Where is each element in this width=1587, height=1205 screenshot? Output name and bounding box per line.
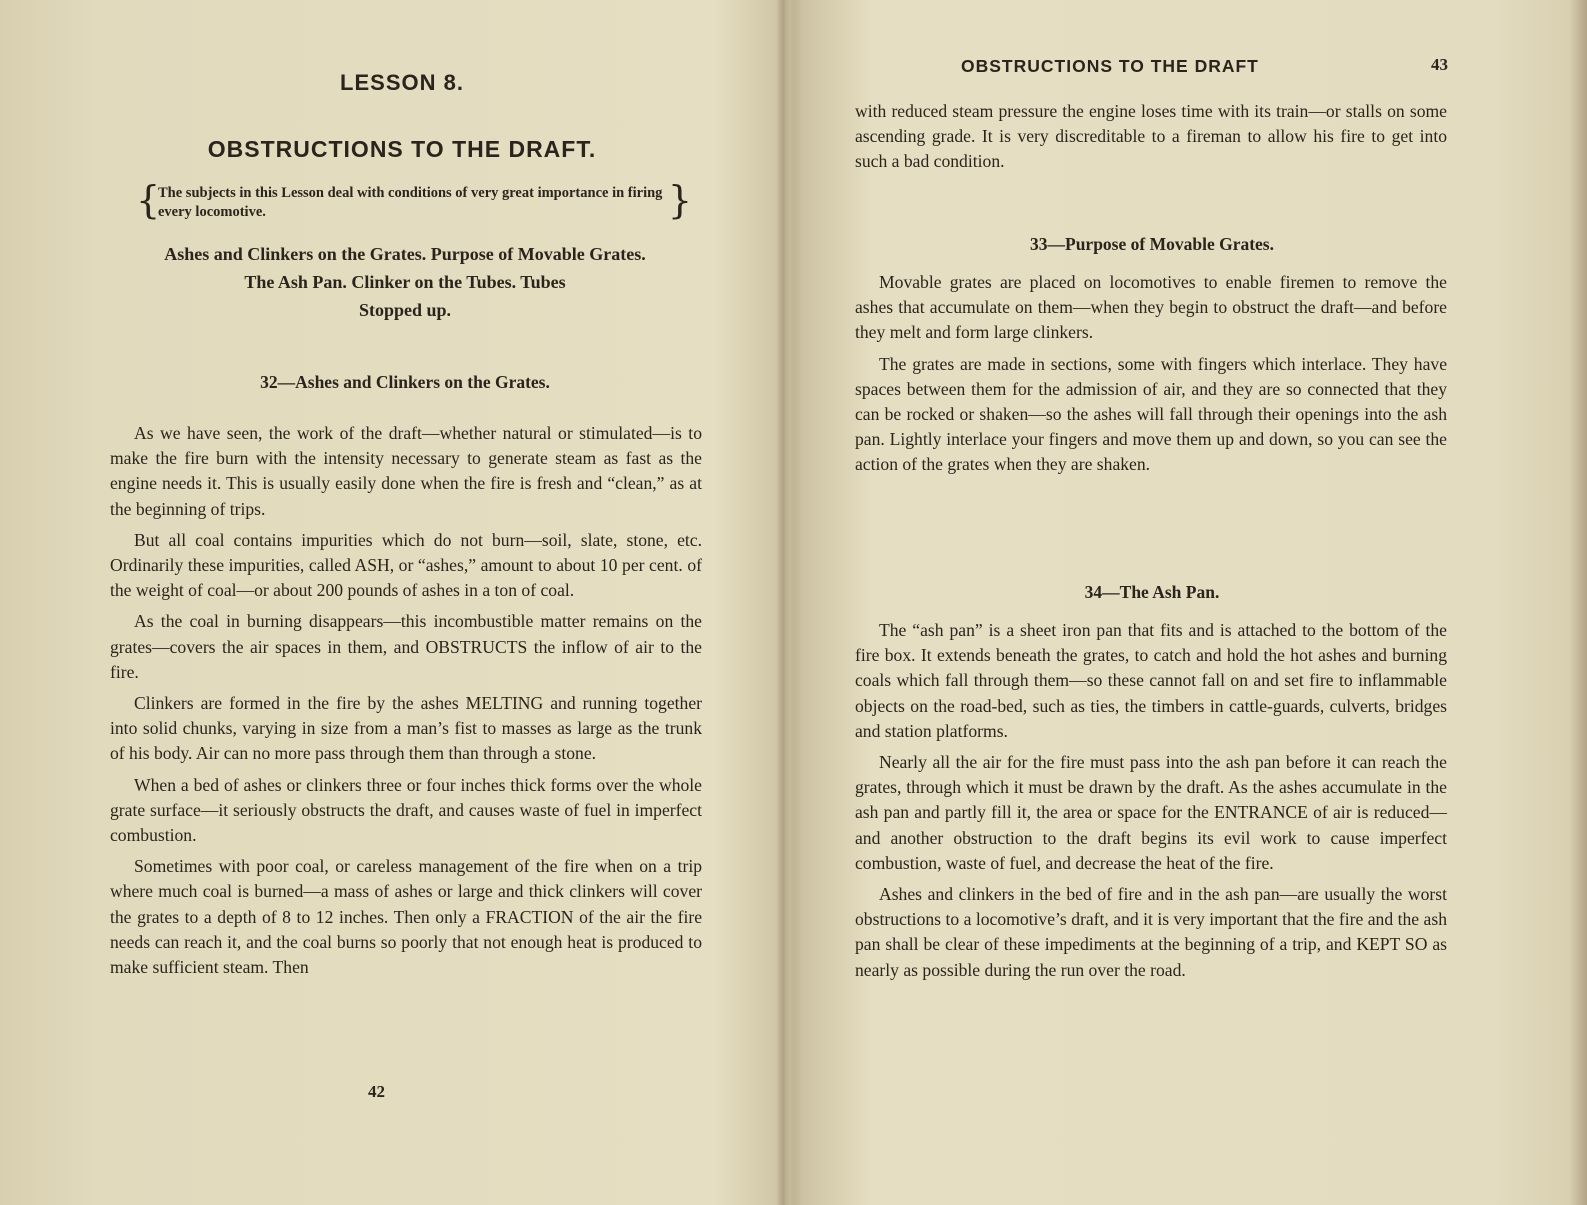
paragraph: The “ash pan” is a sheet iron pan that fits and is attached to the bottom of the fire box. It extends beneath the grates, to catch and hold the hot ashes and burning coals which fall through them—so these cannot fall on and set fire to inflammable objects on the road-bed, such as ties, the timbers in cattle-guards, culverts, bridges and station platforms. xyxy=(855,620,1447,741)
topics-line-2: The Ash Pan. Clinker on the Tubes. Tubes xyxy=(244,272,566,292)
section-32-heading: 32—Ashes and Clinkers on the Grates. xyxy=(260,372,550,392)
section-33-body xyxy=(855,270,1447,484)
paragraph: with reduced steam pressure the engine loses time with its train—or stalls on some ascending grade. It is very discreditable to a fireman to allow his fire to get into such a bad condition. xyxy=(855,101,1447,172)
paragraph: As we have seen, the work of the draft—whether natural or stimulated—is to make the fire burn with the intensity necessary to generate steam as fast as the engine needs it. This is usually easily done when the fire is fresh and “clean,” as at the beginning of trips. xyxy=(110,423,702,519)
book-gutter xyxy=(776,0,790,1205)
left-brace-icon: { xyxy=(136,178,161,222)
lesson-topics xyxy=(110,240,700,324)
paragraph: Nearly all the air for the fire must pass into the ash pan before it can reach the grates, through which it must be drawn by the draft. As the ashes accumulate in the ash pan and partly fill it, the area or space for the ENTRANCE of air is reduced—and another obstruction to the draft begins its evil work to cause imperfect combustion, waste of fuel, and decrease the heat of the fire. xyxy=(855,752,1447,873)
paragraph: But all coal contains impurities which do not burn—soil, slate, stone, etc. Ordinarily these impurities, called ASH, or “ashes,” amount to about 10 per cent. of the weight of coal—or about 200 pounds of ashes in a ton of coal. xyxy=(110,529,702,601)
paragraph: As the coal in burning disappears—this incombustible matter remains on the grates—covers the air spaces in them, and OBSTRUCTS the inflow of air to the fire. xyxy=(110,611,702,682)
paragraph: Movable grates are placed on locomotives to enable firemen to remove the ashes that accumulate on them—when they begin to obstruct the draft—and before they melt and form large clinkers. xyxy=(855,272,1447,343)
chapter-title: OBSTRUCTIONS TO THE DRAFT. xyxy=(207,136,597,162)
paragraph: Sometimes with poor coal, or careless management of the fire when on a trip where much coal is burned—a mass of ashes or large and thick clinkers will cover the grates to a depth of 8 to 12 inches. Then only a FRACTION of the air the fire needs can reach it, and the coal burns so poorly that not enough heat is produced to make sufficient steam. Then xyxy=(110,856,702,978)
section-32-body xyxy=(110,421,702,986)
section-33-heading: 33—Purpose of Movable Grates. xyxy=(1030,234,1274,254)
page-number: 42 xyxy=(368,1082,385,1101)
left-page xyxy=(110,0,710,1205)
paragraph: The grates are made in sections, some with fingers which interlace. They have spaces between them for the admission of air, and they are so connected that they can be rocked or shaken—so the ashes will fall through their openings into the ash pan. Lightly interlace your fingers and move them up and down, so you can see the action of the grates when they are shaken. xyxy=(855,353,1447,475)
continuation-text xyxy=(855,99,1447,181)
lesson-note xyxy=(136,178,692,222)
paragraph: When a bed of ashes or clinkers three or four inches thick forms over the whole grate surface—it seriously obstructs the draft, and causes waste of fuel in imperfect combustion. xyxy=(110,774,702,846)
lesson-note-text: The subjects in this Lesson deal with conditions of very great importance in firing every locomotive. xyxy=(158,185,663,220)
running-head: OBSTRUCTIONS TO THE DRAFT xyxy=(961,56,1259,76)
topics-line-3: Stopped up. xyxy=(358,300,452,320)
topics-line-1: Ashes and Clinkers on the Grates. Purpose of Movable Grates. xyxy=(164,244,646,264)
lesson-number: LESSON 8. xyxy=(340,70,464,95)
right-page xyxy=(855,0,1449,1205)
paragraph: Ashes and clinkers in the bed of fire and in the ash pan—are usually the worst obstructions to a locomotive’s draft, and it is very important that the fire and the ash pan shall be clear of these impediments at the beginning of a trip, and KEPT SO as nearly as possible during the run over the road. xyxy=(855,884,1447,980)
paragraph: Clinkers are formed in the fire by the ashes MELTING and running together into solid chunks, varying in size from a man’s fist to masses as large as the trunk of his body. Air can no more pass through them than through a stone. xyxy=(110,693,702,764)
page-edge xyxy=(1569,0,1587,1205)
section-34-heading: 34—The Ash Pan. xyxy=(1084,582,1220,602)
right-brace-icon: } xyxy=(667,178,692,222)
page-number: 43 xyxy=(1431,55,1448,74)
section-34-body xyxy=(855,618,1447,989)
